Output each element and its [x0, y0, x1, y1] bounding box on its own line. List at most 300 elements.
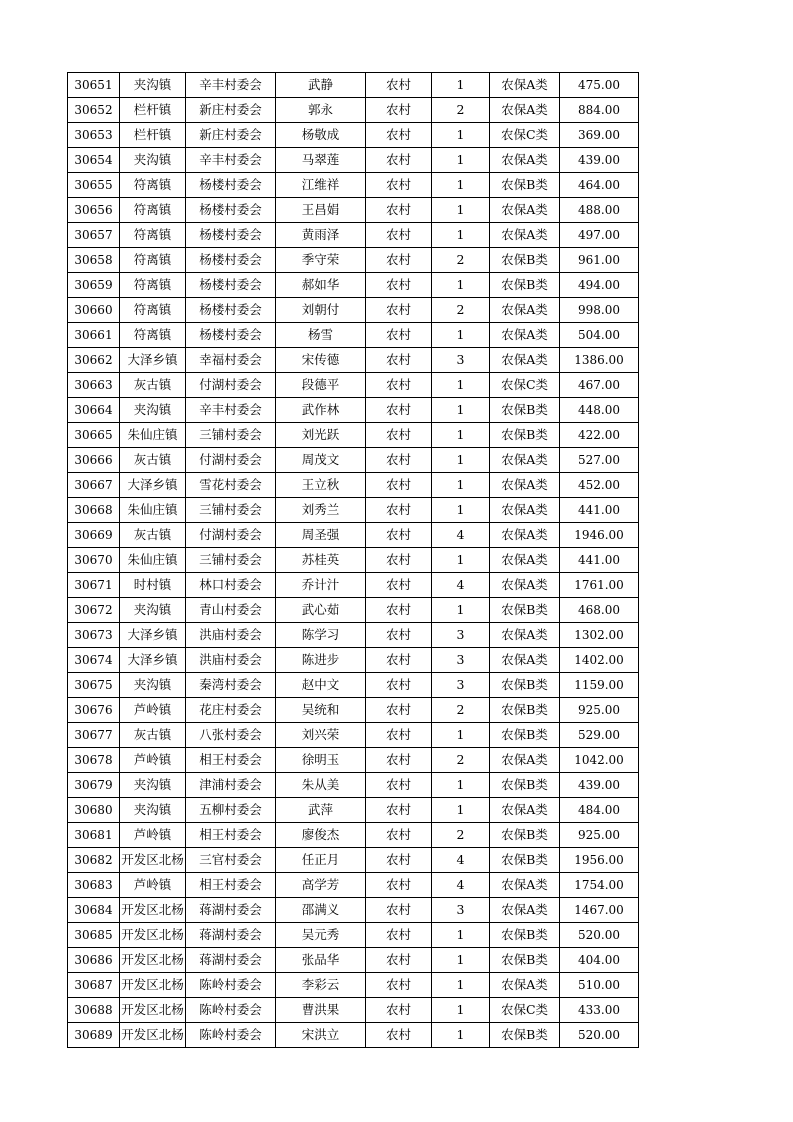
- table-row: [68, 723, 639, 748]
- village-cell: 陈岭村委会: [186, 973, 276, 998]
- town-cell: 夹沟镇: [120, 798, 186, 823]
- member-count-cell: 3: [432, 648, 490, 673]
- household-type-cell: 农村: [366, 723, 432, 748]
- record-id-cell: 30651: [68, 73, 120, 98]
- table-row: [68, 673, 639, 698]
- insurance-class-cell: 农保A类: [490, 348, 560, 373]
- table-row: [68, 798, 639, 823]
- name-cell: 张品华: [276, 948, 366, 973]
- insurance-class-cell: 农保B类: [490, 673, 560, 698]
- name-cell: 李彩云: [276, 973, 366, 998]
- member-count-cell: 1: [432, 273, 490, 298]
- insurance-class-cell: 农保B类: [490, 273, 560, 298]
- name-cell: 吴元秀: [276, 923, 366, 948]
- table-row: [68, 173, 639, 198]
- town-cell: 大泽乡镇: [120, 623, 186, 648]
- town-cell: 朱仙庄镇: [120, 423, 186, 448]
- record-id-cell: 30679: [68, 773, 120, 798]
- village-cell: 杨楼村委会: [186, 323, 276, 348]
- name-cell: 武作林: [276, 398, 366, 423]
- record-id-cell: 30669: [68, 523, 120, 548]
- household-type-cell: 农村: [366, 998, 432, 1023]
- table-row: [68, 823, 639, 848]
- member-count-cell: 2: [432, 248, 490, 273]
- insurance-class-cell: 农保B类: [490, 723, 560, 748]
- record-id-cell: 30670: [68, 548, 120, 573]
- name-cell: 江维祥: [276, 173, 366, 198]
- village-cell: 杨楼村委会: [186, 298, 276, 323]
- member-count-cell: 3: [432, 623, 490, 648]
- member-count-cell: 1: [432, 1023, 490, 1048]
- record-id-cell: 30681: [68, 823, 120, 848]
- member-count-cell: 3: [432, 898, 490, 923]
- amount-cell: 504.00: [560, 323, 639, 348]
- village-cell: 幸福村委会: [186, 348, 276, 373]
- town-cell: 夹沟镇: [120, 673, 186, 698]
- insurance-class-cell: 农保A类: [490, 523, 560, 548]
- insurance-class-cell: 农保C类: [490, 998, 560, 1023]
- household-type-cell: 农村: [366, 873, 432, 898]
- household-type-cell: 农村: [366, 98, 432, 123]
- name-cell: 朱从美: [276, 773, 366, 798]
- household-type-cell: 农村: [366, 923, 432, 948]
- member-count-cell: 2: [432, 298, 490, 323]
- insurance-class-cell: 农保A类: [490, 448, 560, 473]
- name-cell: 郝如华: [276, 273, 366, 298]
- member-count-cell: 1: [432, 723, 490, 748]
- member-count-cell: 4: [432, 848, 490, 873]
- amount-cell: 1386.00: [560, 348, 639, 373]
- amount-cell: 527.00: [560, 448, 639, 473]
- record-id-cell: 30658: [68, 248, 120, 273]
- record-id-cell: 30673: [68, 623, 120, 648]
- household-type-cell: 农村: [366, 948, 432, 973]
- village-cell: 杨楼村委会: [186, 223, 276, 248]
- member-count-cell: 1: [432, 773, 490, 798]
- village-cell: 青山村委会: [186, 598, 276, 623]
- village-cell: 洪庙村委会: [186, 623, 276, 648]
- member-count-cell: 1: [432, 448, 490, 473]
- household-type-cell: 农村: [366, 473, 432, 498]
- town-cell: 芦岭镇: [120, 698, 186, 723]
- name-cell: 陈进步: [276, 648, 366, 673]
- record-id-cell: 30677: [68, 723, 120, 748]
- village-cell: 八张村委会: [186, 723, 276, 748]
- household-type-cell: 农村: [366, 223, 432, 248]
- name-cell: 陈学习: [276, 623, 366, 648]
- table-row: [68, 573, 639, 598]
- member-count-cell: 1: [432, 198, 490, 223]
- village-cell: 洪庙村委会: [186, 648, 276, 673]
- table-row: [68, 423, 639, 448]
- town-cell: 符离镇: [120, 248, 186, 273]
- record-id-cell: 30657: [68, 223, 120, 248]
- insurance-class-cell: 农保A类: [490, 573, 560, 598]
- amount-cell: 1761.00: [560, 573, 639, 598]
- village-cell: 雪花村委会: [186, 473, 276, 498]
- amount-cell: 488.00: [560, 198, 639, 223]
- household-type-cell: 农村: [366, 773, 432, 798]
- name-cell: 王立秋: [276, 473, 366, 498]
- household-type-cell: 农村: [366, 148, 432, 173]
- village-cell: 辛丰村委会: [186, 398, 276, 423]
- member-count-cell: 2: [432, 98, 490, 123]
- name-cell: 吴统和: [276, 698, 366, 723]
- table-row: [68, 898, 639, 923]
- household-type-cell: 农村: [366, 523, 432, 548]
- table-row: [68, 998, 639, 1023]
- table-row: [68, 698, 639, 723]
- household-type-cell: 农村: [366, 748, 432, 773]
- household-type-cell: 农村: [366, 648, 432, 673]
- amount-cell: 520.00: [560, 923, 639, 948]
- name-cell: 黄雨泽: [276, 223, 366, 248]
- town-cell: 芦岭镇: [120, 873, 186, 898]
- town-cell: 芦岭镇: [120, 748, 186, 773]
- village-cell: 杨楼村委会: [186, 248, 276, 273]
- household-type-cell: 农村: [366, 848, 432, 873]
- name-cell: 郭永: [276, 98, 366, 123]
- table-row: [68, 873, 639, 898]
- member-count-cell: 1: [432, 498, 490, 523]
- record-id-cell: 30663: [68, 373, 120, 398]
- name-cell: 季守荣: [276, 248, 366, 273]
- table-row: [68, 948, 639, 973]
- insurance-class-cell: 农保A类: [490, 73, 560, 98]
- household-type-cell: 农村: [366, 373, 432, 398]
- insurance-class-cell: 农保B类: [490, 848, 560, 873]
- table-row: [68, 473, 639, 498]
- table-row: [68, 923, 639, 948]
- town-cell: 符离镇: [120, 223, 186, 248]
- town-cell: 灰古镇: [120, 723, 186, 748]
- village-cell: 相王村委会: [186, 873, 276, 898]
- name-cell: 武心茹: [276, 598, 366, 623]
- table-row: [68, 273, 639, 298]
- member-count-cell: 1: [432, 123, 490, 148]
- table-row: [68, 1023, 639, 1048]
- table-row: [68, 973, 639, 998]
- amount-cell: 497.00: [560, 223, 639, 248]
- town-cell: 开发区北杨: [120, 848, 186, 873]
- household-type-cell: 农村: [366, 348, 432, 373]
- member-count-cell: 1: [432, 148, 490, 173]
- village-cell: 蒋湖村委会: [186, 898, 276, 923]
- member-count-cell: 1: [432, 223, 490, 248]
- insurance-class-cell: 农保A类: [490, 623, 560, 648]
- name-cell: 武萍: [276, 798, 366, 823]
- town-cell: 符离镇: [120, 173, 186, 198]
- village-cell: 蒋湖村委会: [186, 923, 276, 948]
- member-count-cell: 4: [432, 523, 490, 548]
- record-id-cell: 30676: [68, 698, 120, 723]
- record-id-cell: 30668: [68, 498, 120, 523]
- name-cell: 杨雪: [276, 323, 366, 348]
- insurance-class-cell: 农保C类: [490, 373, 560, 398]
- village-cell: 蒋湖村委会: [186, 948, 276, 973]
- town-cell: 夹沟镇: [120, 598, 186, 623]
- member-count-cell: 1: [432, 998, 490, 1023]
- household-type-cell: 农村: [366, 498, 432, 523]
- amount-cell: 1956.00: [560, 848, 639, 873]
- household-type-cell: 农村: [366, 398, 432, 423]
- town-cell: 开发区北杨: [120, 973, 186, 998]
- amount-cell: 439.00: [560, 773, 639, 798]
- record-id-cell: 30662: [68, 348, 120, 373]
- town-cell: 夹沟镇: [120, 148, 186, 173]
- member-count-cell: 1: [432, 948, 490, 973]
- record-id-cell: 30659: [68, 273, 120, 298]
- table-row: [68, 248, 639, 273]
- insurance-class-cell: 农保A类: [490, 498, 560, 523]
- household-type-cell: 农村: [366, 573, 432, 598]
- town-cell: 朱仙庄镇: [120, 498, 186, 523]
- town-cell: 灰古镇: [120, 448, 186, 473]
- table-row: [68, 598, 639, 623]
- member-count-cell: 1: [432, 323, 490, 348]
- town-cell: 灰古镇: [120, 523, 186, 548]
- insurance-class-cell: 农保B类: [490, 948, 560, 973]
- record-id-cell: 30687: [68, 973, 120, 998]
- village-cell: 秦湾村委会: [186, 673, 276, 698]
- insurance-class-cell: 农保A类: [490, 973, 560, 998]
- village-cell: 五柳村委会: [186, 798, 276, 823]
- amount-cell: 1402.00: [560, 648, 639, 673]
- table-row: [68, 848, 639, 873]
- table-row: [68, 73, 639, 98]
- household-type-cell: 农村: [366, 898, 432, 923]
- village-cell: 花庄村委会: [186, 698, 276, 723]
- name-cell: 乔计汁: [276, 573, 366, 598]
- household-type-cell: 农村: [366, 248, 432, 273]
- member-count-cell: 1: [432, 423, 490, 448]
- household-type-cell: 农村: [366, 698, 432, 723]
- village-cell: 辛丰村委会: [186, 73, 276, 98]
- amount-cell: 1467.00: [560, 898, 639, 923]
- record-id-cell: 30684: [68, 898, 120, 923]
- member-count-cell: 1: [432, 973, 490, 998]
- household-type-cell: 农村: [366, 123, 432, 148]
- name-cell: 任正月: [276, 848, 366, 873]
- insurance-class-cell: 农保B类: [490, 248, 560, 273]
- town-cell: 符离镇: [120, 198, 186, 223]
- amount-cell: 961.00: [560, 248, 639, 273]
- insurance-class-cell: 农保B类: [490, 823, 560, 848]
- record-id-cell: 30683: [68, 873, 120, 898]
- table-row: [68, 198, 639, 223]
- town-cell: 栏杆镇: [120, 98, 186, 123]
- town-cell: 开发区北杨: [120, 923, 186, 948]
- amount-cell: 529.00: [560, 723, 639, 748]
- name-cell: 马翠莲: [276, 148, 366, 173]
- member-count-cell: 3: [432, 348, 490, 373]
- record-id-cell: 30652: [68, 98, 120, 123]
- household-type-cell: 农村: [366, 673, 432, 698]
- record-id-cell: 30689: [68, 1023, 120, 1048]
- town-cell: 大泽乡镇: [120, 473, 186, 498]
- town-cell: 灰古镇: [120, 373, 186, 398]
- table-row: [68, 123, 639, 148]
- village-cell: 林口村委会: [186, 573, 276, 598]
- table-row: [68, 98, 639, 123]
- village-cell: 辛丰村委会: [186, 148, 276, 173]
- household-type-cell: 农村: [366, 198, 432, 223]
- name-cell: 段德平: [276, 373, 366, 398]
- insurance-class-cell: 农保B类: [490, 698, 560, 723]
- amount-cell: 433.00: [560, 998, 639, 1023]
- household-type-cell: 农村: [366, 173, 432, 198]
- member-count-cell: 1: [432, 923, 490, 948]
- amount-cell: 1159.00: [560, 673, 639, 698]
- table-row: [68, 398, 639, 423]
- amount-cell: 1042.00: [560, 748, 639, 773]
- insurance-class-cell: 农保B类: [490, 398, 560, 423]
- member-count-cell: 1: [432, 173, 490, 198]
- member-count-cell: 1: [432, 473, 490, 498]
- town-cell: 开发区北杨: [120, 1023, 186, 1048]
- name-cell: 曹洪果: [276, 998, 366, 1023]
- table-row: [68, 373, 639, 398]
- household-type-cell: 农村: [366, 598, 432, 623]
- household-type-cell: 农村: [366, 298, 432, 323]
- record-id-cell: 30688: [68, 998, 120, 1023]
- member-count-cell: 1: [432, 73, 490, 98]
- insurance-class-cell: 农保A类: [490, 798, 560, 823]
- table-row: [68, 623, 639, 648]
- village-cell: 相王村委会: [186, 823, 276, 848]
- member-count-cell: 1: [432, 598, 490, 623]
- record-id-cell: 30660: [68, 298, 120, 323]
- town-cell: 符离镇: [120, 298, 186, 323]
- table-body: [68, 73, 639, 1048]
- village-cell: 三铺村委会: [186, 423, 276, 448]
- name-cell: 刘朝付: [276, 298, 366, 323]
- insurance-class-cell: 农保B类: [490, 773, 560, 798]
- insurance-class-cell: 农保A类: [490, 323, 560, 348]
- household-type-cell: 农村: [366, 448, 432, 473]
- insurance-class-cell: 农保A类: [490, 198, 560, 223]
- amount-cell: 884.00: [560, 98, 639, 123]
- record-id-cell: 30680: [68, 798, 120, 823]
- town-cell: 大泽乡镇: [120, 348, 186, 373]
- amount-cell: 369.00: [560, 123, 639, 148]
- record-id-cell: 30671: [68, 573, 120, 598]
- insurance-class-cell: 农保A类: [490, 648, 560, 673]
- household-type-cell: 农村: [366, 623, 432, 648]
- amount-cell: 998.00: [560, 298, 639, 323]
- member-count-cell: 1: [432, 398, 490, 423]
- household-type-cell: 农村: [366, 323, 432, 348]
- amount-cell: 439.00: [560, 148, 639, 173]
- record-id-cell: 30678: [68, 748, 120, 773]
- record-id-cell: 30654: [68, 148, 120, 173]
- record-id-cell: 30666: [68, 448, 120, 473]
- insurance-class-cell: 农保B类: [490, 598, 560, 623]
- member-count-cell: 1: [432, 373, 490, 398]
- household-type-cell: 农村: [366, 798, 432, 823]
- town-cell: 开发区北杨: [120, 898, 186, 923]
- household-type-cell: 农村: [366, 973, 432, 998]
- village-cell: 三铺村委会: [186, 498, 276, 523]
- town-cell: 符离镇: [120, 323, 186, 348]
- village-cell: 付湖村委会: [186, 448, 276, 473]
- insurance-class-cell: 农保B类: [490, 423, 560, 448]
- insurance-class-cell: 农保A类: [490, 873, 560, 898]
- member-count-cell: 2: [432, 748, 490, 773]
- table-row: [68, 223, 639, 248]
- household-type-cell: 农村: [366, 73, 432, 98]
- village-cell: 付湖村委会: [186, 373, 276, 398]
- record-id-cell: 30682: [68, 848, 120, 873]
- name-cell: 赵中文: [276, 673, 366, 698]
- table-row: [68, 148, 639, 173]
- record-id-cell: 30674: [68, 648, 120, 673]
- table-row: [68, 648, 639, 673]
- town-cell: 栏杆镇: [120, 123, 186, 148]
- member-count-cell: 1: [432, 798, 490, 823]
- name-cell: 宋传德: [276, 348, 366, 373]
- table-row: [68, 323, 639, 348]
- insurance-class-cell: 农保B类: [490, 1023, 560, 1048]
- amount-cell: 422.00: [560, 423, 639, 448]
- insurance-class-cell: 农保A类: [490, 298, 560, 323]
- table-row: [68, 548, 639, 573]
- member-count-cell: 2: [432, 698, 490, 723]
- village-cell: 付湖村委会: [186, 523, 276, 548]
- town-cell: 夹沟镇: [120, 398, 186, 423]
- name-cell: 周茂文: [276, 448, 366, 473]
- amount-cell: 441.00: [560, 498, 639, 523]
- household-type-cell: 农村: [366, 273, 432, 298]
- amount-cell: 494.00: [560, 273, 639, 298]
- member-count-cell: 1: [432, 548, 490, 573]
- village-cell: 杨楼村委会: [186, 173, 276, 198]
- member-count-cell: 4: [432, 873, 490, 898]
- name-cell: 廖俊杰: [276, 823, 366, 848]
- insurance-class-cell: 农保A类: [490, 898, 560, 923]
- amount-cell: 1302.00: [560, 623, 639, 648]
- record-id-cell: 30686: [68, 948, 120, 973]
- village-cell: 新庄村委会: [186, 98, 276, 123]
- record-id-cell: 30664: [68, 398, 120, 423]
- name-cell: 武静: [276, 73, 366, 98]
- insurance-class-cell: 农保A类: [490, 223, 560, 248]
- name-cell: 刘光跃: [276, 423, 366, 448]
- amount-cell: 475.00: [560, 73, 639, 98]
- member-count-cell: 2: [432, 823, 490, 848]
- town-cell: 夹沟镇: [120, 773, 186, 798]
- insurance-class-cell: 农保B类: [490, 923, 560, 948]
- amount-cell: 441.00: [560, 548, 639, 573]
- name-cell: 徐明玉: [276, 748, 366, 773]
- village-cell: 陈岭村委会: [186, 998, 276, 1023]
- insurance-class-cell: 农保A类: [490, 98, 560, 123]
- record-id-cell: 30653: [68, 123, 120, 148]
- name-cell: 杨敬成: [276, 123, 366, 148]
- amount-cell: 467.00: [560, 373, 639, 398]
- table-row: [68, 448, 639, 473]
- allowance-table: [67, 72, 639, 1048]
- town-cell: 大泽乡镇: [120, 648, 186, 673]
- amount-cell: 520.00: [560, 1023, 639, 1048]
- table-row: [68, 498, 639, 523]
- insurance-class-cell: 农保A类: [490, 148, 560, 173]
- village-cell: 杨楼村委会: [186, 198, 276, 223]
- household-type-cell: 农村: [366, 823, 432, 848]
- amount-cell: 404.00: [560, 948, 639, 973]
- amount-cell: 448.00: [560, 398, 639, 423]
- name-cell: 宋洪立: [276, 1023, 366, 1048]
